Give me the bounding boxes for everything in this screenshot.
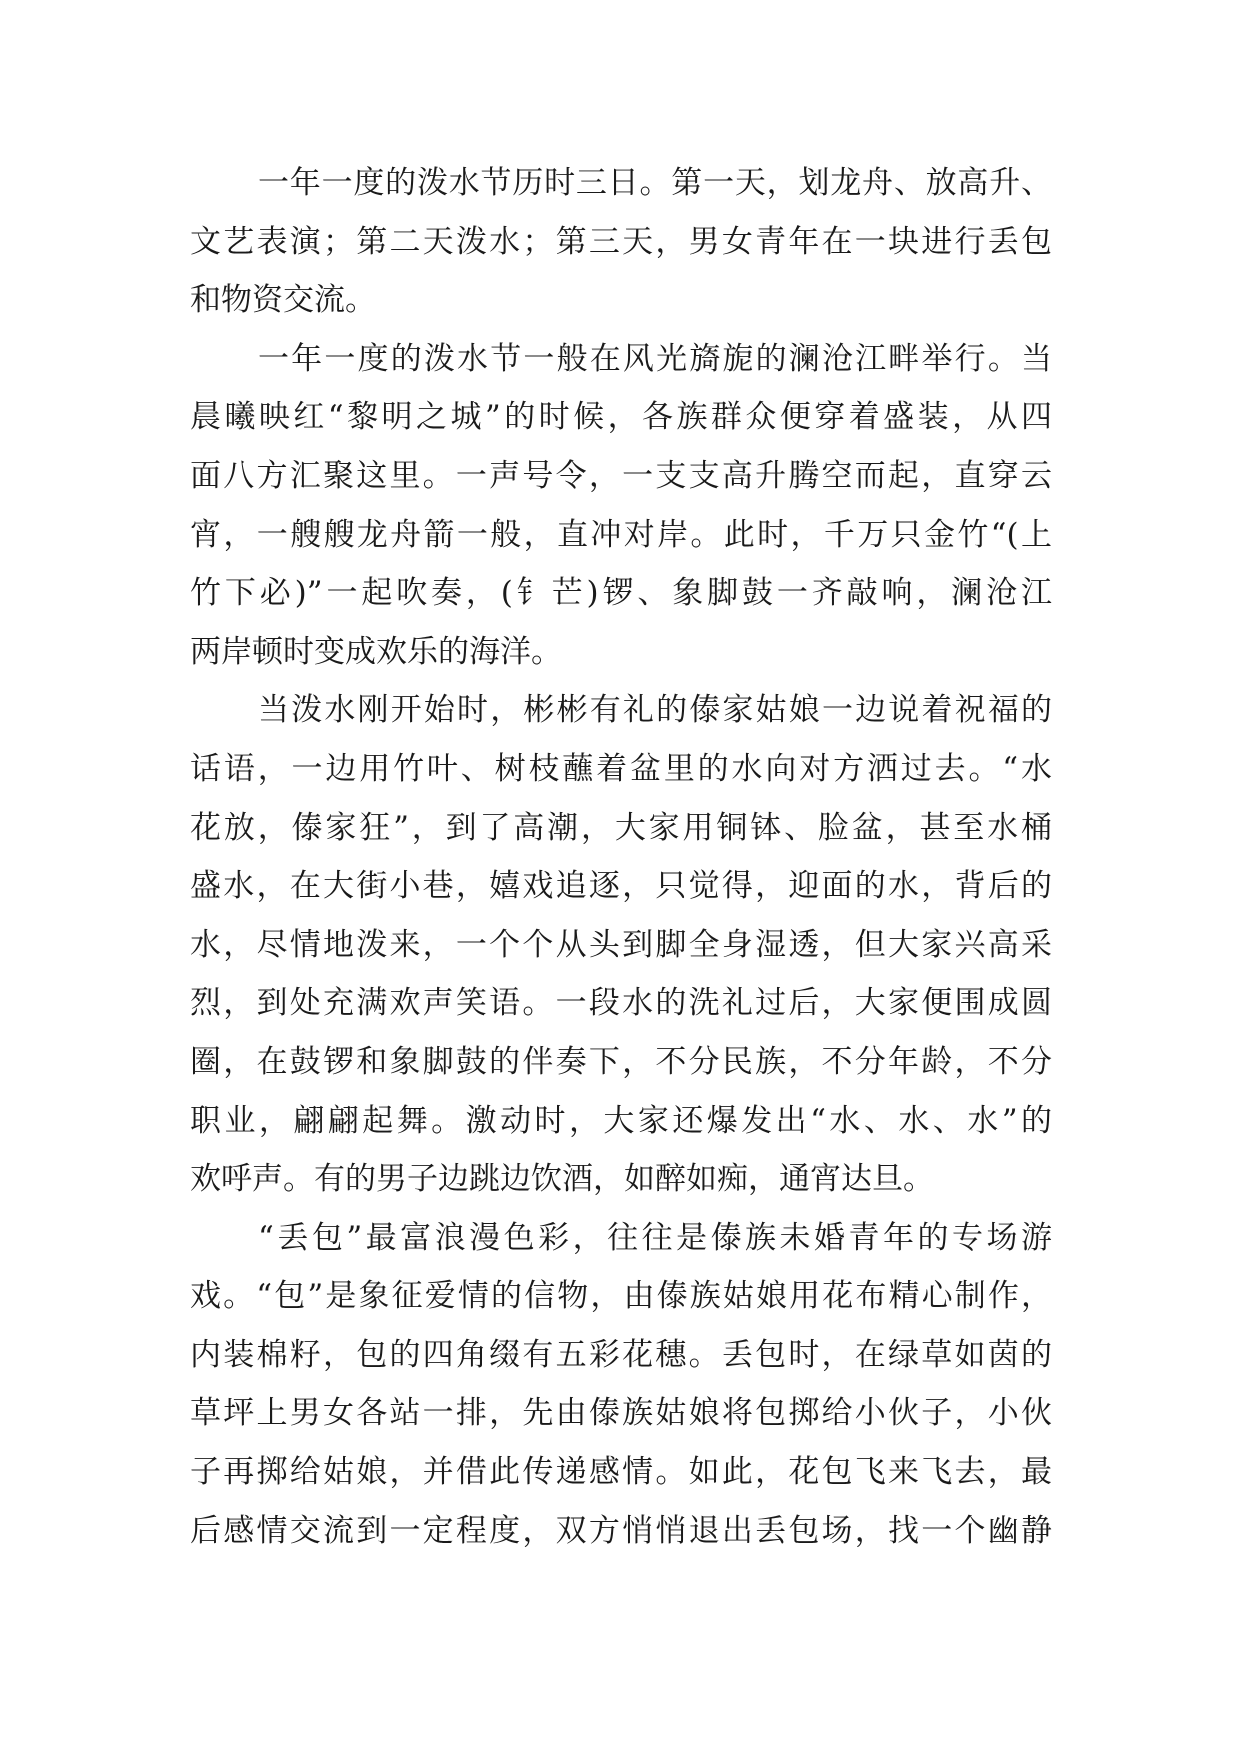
paragraph-4-line-2: 戏。“包”是象征爱情的信物，由傣族姑娘用花布精心制作，	[190, 1278, 1052, 1315]
paragraph-3-line-8: 职业，翩翩起舞。激动时，大家还爆发出“水、水、水”的	[190, 1102, 1052, 1139]
paragraph-2-line-4: 宵，一艘艘龙舟箭一般，直冲对岸。此时，千万只金竹“(上	[190, 516, 1052, 553]
paragraph-2-line-3: 面八方汇聚这里。一声号令，一支支高升腾空而起，直穿云	[190, 457, 1052, 494]
paragraph-3-line-6: 烈，到处充满欢声笑语。一段水的洗礼过后，大家便围成圆	[190, 985, 1052, 1022]
paragraph-1-line-1: 一年一度的泼水节历时三日。第一天，划龙舟、放高升、	[258, 165, 1052, 201]
paragraph-3-line-4: 盛水，在大街小巷，嬉戏追逐，只觉得，迎面的水，背后的	[190, 868, 1052, 905]
body-text	[190, 154, 1052, 1560]
paragraph-1-line-2: 文艺表演；第二天泼水；第三天，男女青年在一块进行丢包	[190, 223, 1052, 260]
paragraph-3-line-7: 圈，在鼓锣和象脚鼓的伴奏下，不分民族，不分年龄，不分	[190, 1043, 1052, 1080]
paragraph-3-line-2: 话语，一边用竹叶、树枝蘸着盆里的水向对方洒过去。“水	[190, 750, 1052, 787]
paragraph-1-line-3: 和物资交流。	[190, 282, 376, 319]
paragraph-2-line-1: 一年一度的泼水节一般在风光旖旎的澜沧江畔举行。当	[258, 340, 1052, 377]
paragraph-4-line-3: 内装棉籽，包的四角缀有五彩花穗。丢包时，在绿草如茵的	[190, 1336, 1052, 1373]
paragraph-3-line-1: 当泼水刚开始时，彬彬有礼的傣家姑娘一边说着祝福的	[258, 692, 1052, 729]
paragraph-2-line-5: 竹下必)”一起吹奏，(钅芒)锣、象脚鼓一齐敲响，澜沧江	[190, 575, 1052, 612]
paragraph-2-line-6: 两岸顿时变成欢乐的海洋。	[190, 633, 562, 670]
paragraph-3-line-5: 水，尽情地泼来，一个个从头到脚全身湿透，但大家兴高采	[190, 926, 1052, 963]
paragraph-3-line-3: 花放，傣家狂”，到了高潮，大家用铜钵、脸盆，甚至水桶	[190, 809, 1052, 846]
paragraph-4-line-1: “丢包”最富浪漫色彩，往往是傣族未婚青年的专场游	[258, 1219, 1052, 1256]
paragraph-3-line-9: 欢呼声。有的男子边跳边饮酒，如醉如痴，通宵达旦。	[190, 1161, 934, 1198]
paragraph-4-line-5: 子再掷给姑娘，并借此传递感情。如此，花包飞来飞去，最	[190, 1454, 1052, 1491]
paragraph-4-line-6: 后感情交流到一定程度，双方悄悄退出丢包场，找一个幽静	[190, 1512, 1052, 1549]
paragraph-2-line-2: 晨曦映红“黎明之城”的时候，各族群众便穿着盛装，从四	[190, 399, 1052, 436]
paragraph-4-line-4: 草坪上男女各站一排，先由傣族姑娘将包掷给小伙子，小伙	[190, 1395, 1052, 1432]
